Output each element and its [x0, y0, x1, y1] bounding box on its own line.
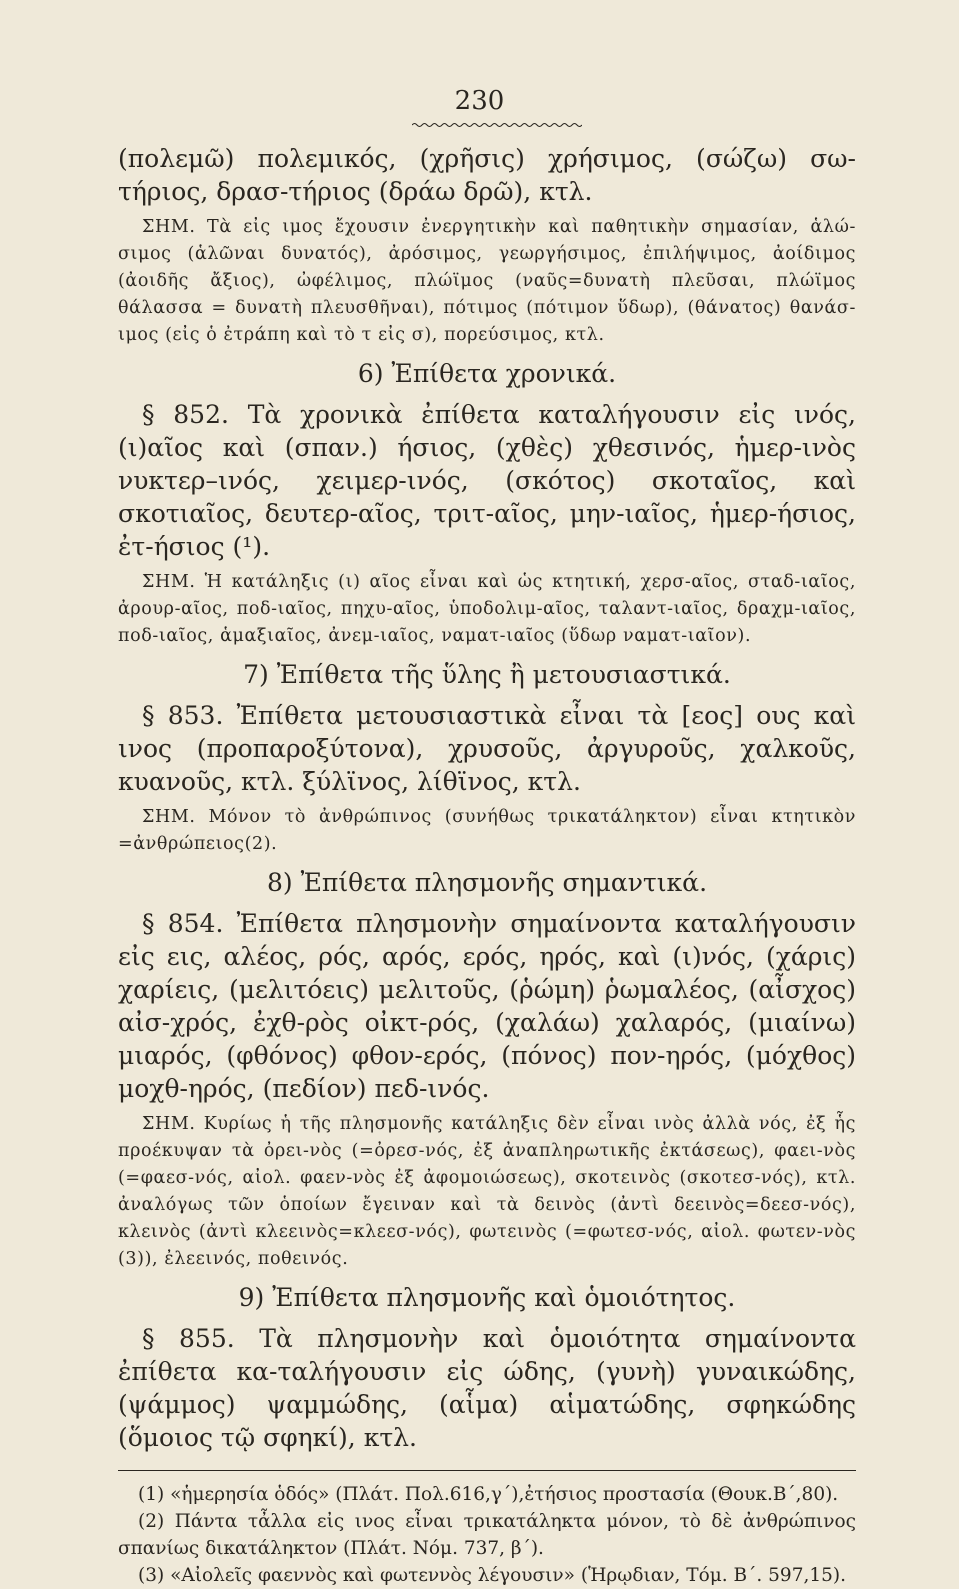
- footnote-3: (3) «Αἰολεῖς φαεννὸς καὶ φωτεννὸς λέγουσιν» (Ἡρῳδιαν, Τόμ. Β΄. 597,15).: [138, 1565, 846, 1586]
- footnote-2: (2) Πάντα τἆλλα εἰς ινος εἶναι τρικατάληκτα μόνον, τὸ δὲ ἀνθρώπινος σπανίως δικατάληκτον (Πλάτ. Νόμ. 737, β΄).: [118, 1511, 856, 1559]
- page-body: [118, 142, 856, 1589]
- paragraph-854: § 854. Ἐπίθετα πλησμονὴν σημαίνοντα καταλήγουσιν εἰς εις, αλέος, ρός, αρός, ερός, ηρός, καὶ (ι)νός, (χάρις) χαρίεις, (μελιτόεις) μελιτοῦς, (ῥώμη) ῥωμαλέος, (αἶσχος) αἰσ-χρός, ἐχθ-ρὸς οἰκτ-ρός, (χαλάω) χαλαρός, (μιαίνω) μιαρός, (φθόνος) φθον-ερός, (πόνος) πον-ηρός, (μόχθος) μοχθ-ηρός, (πεδίον) πεδ-ινός.: [118, 909, 856, 1103]
- paragraph-853: § 853. Ἐπίθετα μετουσιαστικὰ εἶναι τὰ [εος] ους καὶ ινος (προπαροξύτονα), χρυσοῦς, ἀργυροῦς, χαλκοῦς, κυανοῦς, κτλ. ξύλϊνος, λίθϊνος, κτλ.: [118, 701, 856, 796]
- footnote-1: (1) «ἡμερησία ὁδός» (Πλάτ. Πολ.616,γ΄),ἐτήσιος προστασία (Θουκ.Β΄,80).: [138, 1484, 839, 1505]
- decorative-wavy-rule: [412, 122, 582, 128]
- note-854: ΣΗΜ. Κυρίως ἡ τῆς πλησμονῆς κατάληξις δὲν εἶναι ινὸς ἀλλὰ νός, ἐξ ἧς προέκυψαν τὰ ὀρει-νὸς (=ὀρεσ-νός, ἐξ ἀναπληρωτικῆς ἐκτάσεως), φαει-νὸς (=φαεσ-νός, αἰολ. φαεν-νὸς ἐξ ἀφομοιώσεως), σκοτεινὸς (σκοτεσ-νός), κτλ. ἀναλόγως τῶν ὁποίων ἔγειναν καὶ τὰ δεινὸς (ἀντὶ δεεινὸς=δεεσ-νός), κλεινὸς (ἀντὶ κλεεινὸς=κλεεσ-νός), φωτεινὸς (=φωτεσ-νός, αἰολ. φωτεν-νὸς (3)), ἐλεεινός, ποθεινός.: [118, 1114, 856, 1269]
- note-1: ΣΗΜ. Τὰ εἰς ιμος ἔχουσιν ἐνεργητικὴν καὶ παθητικὴν σημασίαν, ἁλώ-σιμος (ἁλῶναι δυνατός), ἀρόσιμος, γεωργήσιμος, ἐπιλήψιμος, ἀοίδιμος (ἀοιδῆς ἄξιος), ὠφέλιμος, πλώϊμος (ναῦς=δυνατὴ πλεῦσαι, πλώϊμος θάλασσα = δυνατὴ πλευσθῆναι), πότιμος (πότιμον ὕδωρ), (θάνατος) θανάσ-ιμος (εἰς ὁ ἐτράπη καὶ τὸ τ εἰς σ), πορεύσιμος, κτλ.: [118, 217, 856, 345]
- paragraph-855: § 855. Τὰ πλησμονὴν καὶ ὁμοιότητα σημαίνοντα ἐπίθετα κα-ταλήγουσιν εἰς ώδης, (γυνὴ) γυναικώδης, (ψάμμος) ψαμμώδης, (αἷμα) αἱματώδης, σφηκώδης (ὅμοιος τῷ σφηκί), κτλ.: [118, 1324, 856, 1452]
- paragraph-852: § 852. Τὰ χρονικὰ ἐπίθετα καταλήγουσιν εἰς ινός, (ι)αῖος καὶ (σπαν.) ήσιος, (χθὲς) χθεσινός, ἡμερ-ινὸς νυκτερ–ινός, χειμερ-ινός, (σκότος) σκοταῖος, καὶ σκοτιαῖος, δευτερ-αῖος, τριτ-αῖος, μην-ιαῖος, ἡμερ-ήσιος, ἐτ-ήσιος (¹).: [118, 400, 856, 561]
- heading-section-9: 9) Ἐπίθετα πλησμονῆς καὶ ὁμοιότητος.: [238, 1283, 736, 1312]
- footnote-divider: [118, 1470, 856, 1473]
- note-852: ΣΗΜ. Ἡ κατάληξις (ι) αῖος εἶναι καὶ ὡς κτητική, χερσ-αῖος, σταδ-ιαῖος, ἀρουρ-αῖος, ποδ-ιαῖος, πηχυ-αῖος, ὑποδολιμ-αῖος, ταλαντ-ιαῖος, δραχμ-ιαῖος, ποδ-ιαῖος, ἁμαξιαῖος, ἀνεμ-ιαῖος, ναματ-ιαῖος (ὕδωρ ναματ-ιαῖον).: [118, 572, 856, 646]
- intro-paragraph: (πολεμῶ) πολεμικός, (χρῆσις) χρήσιμος, (σώζω) σω-τήριος, δρασ-τήριος (δράω δρῶ), κτλ.: [118, 144, 856, 206]
- page-number: 230: [454, 86, 505, 116]
- note-853: ΣΗΜ. Μόνον τὸ ἀνθρώπινος (συνήθως τρικατάληκτον) εἶναι κτητικὸν =ἀνθρώπειος(2).: [118, 807, 856, 854]
- heading-section-7: 7) Ἐπίθετα τῆς ὕλης ἢ μετουσιαστικά.: [243, 660, 731, 689]
- heading-section-8: 8) Ἐπίθετα πλησμονῆς σημαντικά.: [266, 868, 708, 897]
- heading-section-6: 6) Ἐπίθετα χρονικά.: [357, 359, 617, 388]
